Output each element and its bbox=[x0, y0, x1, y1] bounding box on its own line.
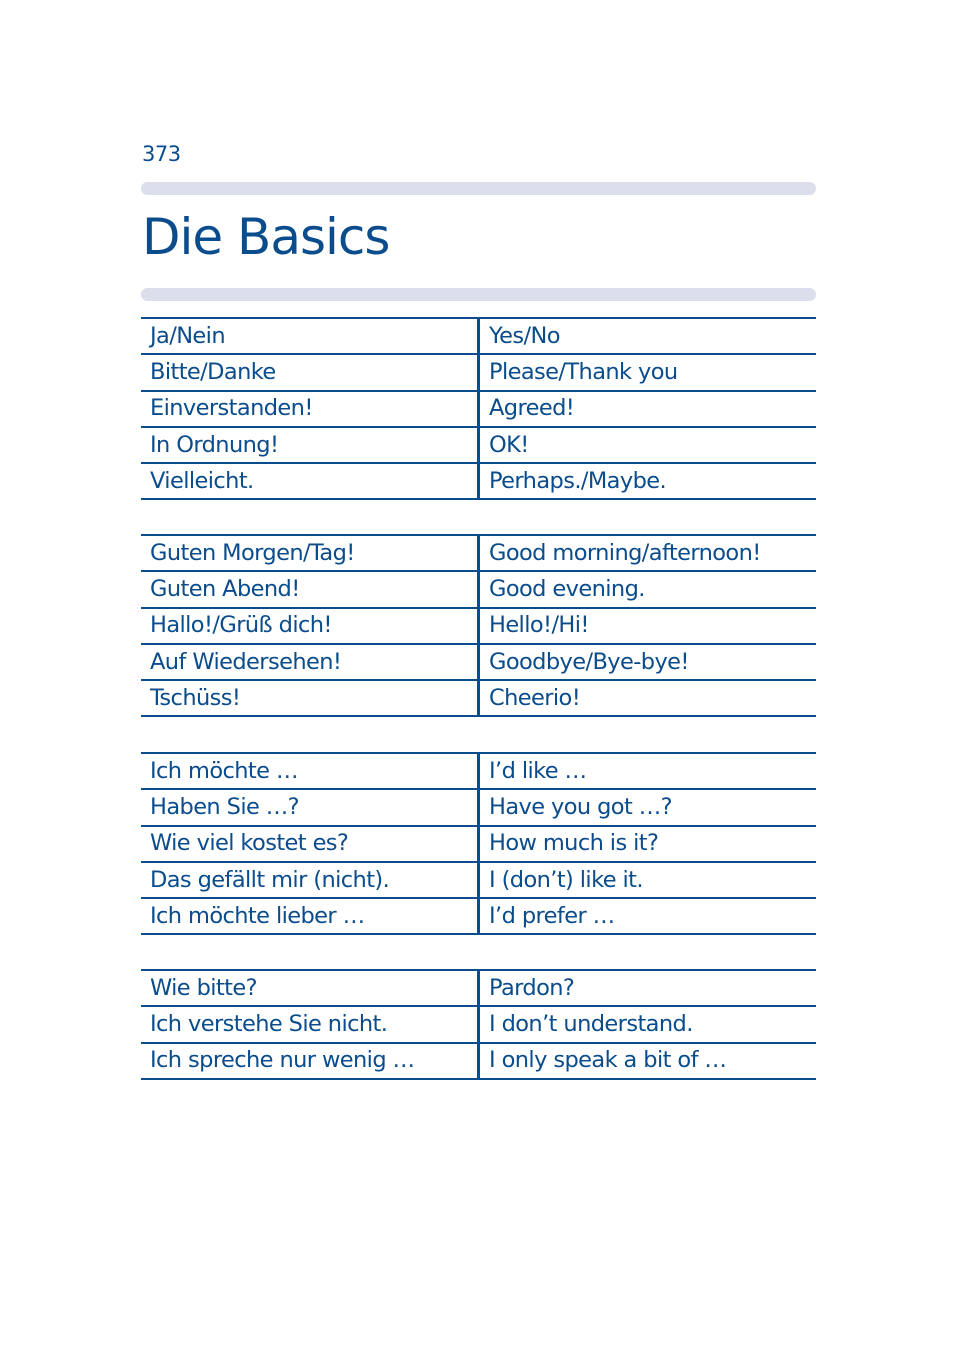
german-phrase: Ich möchte lieber … bbox=[141, 898, 479, 934]
german-phrase: Bitte/Danke bbox=[141, 354, 479, 390]
english-phrase: Hello!/Hi! bbox=[479, 608, 817, 644]
english-phrase: I’d like … bbox=[479, 753, 817, 789]
english-phrase: Have you got …? bbox=[479, 789, 817, 825]
german-phrase: Tschüss! bbox=[141, 680, 479, 716]
page-title: Die Basics bbox=[142, 208, 390, 266]
english-phrase: Yes/No bbox=[479, 318, 817, 354]
german-phrase: Guten Abend! bbox=[141, 571, 479, 607]
phrase-table bbox=[141, 969, 816, 1080]
table-row bbox=[141, 1043, 816, 1079]
table-row bbox=[141, 608, 816, 644]
english-phrase: How much is it? bbox=[479, 826, 817, 862]
english-phrase: Pardon? bbox=[479, 970, 817, 1006]
english-phrase: OK! bbox=[479, 427, 817, 463]
english-phrase: Good evening. bbox=[479, 571, 817, 607]
english-phrase: Agreed! bbox=[479, 391, 817, 427]
german-phrase: Ja/Nein bbox=[141, 318, 479, 354]
german-phrase: Das gefällt mir (nicht). bbox=[141, 862, 479, 898]
table-row bbox=[141, 644, 816, 680]
table-row bbox=[141, 789, 816, 825]
table-row bbox=[141, 427, 816, 463]
german-phrase: Wie bitte? bbox=[141, 970, 479, 1006]
table-row bbox=[141, 318, 816, 354]
german-phrase: Guten Morgen/Tag! bbox=[141, 535, 479, 571]
english-phrase: I (don’t) like it. bbox=[479, 862, 817, 898]
phrase-table bbox=[141, 317, 816, 500]
english-phrase: Please/Thank you bbox=[479, 354, 817, 390]
table-row bbox=[141, 354, 816, 390]
english-phrase: Perhaps./Maybe. bbox=[479, 463, 817, 499]
table-row bbox=[141, 680, 816, 716]
divider-bar bbox=[141, 182, 816, 195]
table-row bbox=[141, 535, 816, 571]
divider-bar bbox=[141, 288, 816, 301]
table-row bbox=[141, 753, 816, 789]
german-phrase: Vielleicht. bbox=[141, 463, 479, 499]
german-phrase: Haben Sie …? bbox=[141, 789, 479, 825]
english-phrase: Cheerio! bbox=[479, 680, 817, 716]
phrase-table bbox=[141, 534, 816, 717]
table-row bbox=[141, 1006, 816, 1042]
table-row bbox=[141, 463, 816, 499]
german-phrase: Einverstanden! bbox=[141, 391, 479, 427]
page-number: 373 bbox=[142, 142, 181, 166]
german-phrase: Hallo!/Grüß dich! bbox=[141, 608, 479, 644]
german-phrase: Ich verstehe Sie nicht. bbox=[141, 1006, 479, 1042]
table-row bbox=[141, 862, 816, 898]
table-row bbox=[141, 898, 816, 934]
german-phrase: Auf Wiedersehen! bbox=[141, 644, 479, 680]
english-phrase: Goodbye/Bye-bye! bbox=[479, 644, 817, 680]
german-phrase: Wie viel kostet es? bbox=[141, 826, 479, 862]
german-phrase: In Ordnung! bbox=[141, 427, 479, 463]
english-phrase: I only speak a bit of … bbox=[479, 1043, 817, 1079]
table-row bbox=[141, 391, 816, 427]
english-phrase: I’d prefer … bbox=[479, 898, 817, 934]
table-row bbox=[141, 970, 816, 1006]
table-row bbox=[141, 826, 816, 862]
german-phrase: Ich möchte … bbox=[141, 753, 479, 789]
english-phrase: I don’t understand. bbox=[479, 1006, 817, 1042]
table-row bbox=[141, 571, 816, 607]
phrase-table bbox=[141, 752, 816, 935]
english-phrase: Good morning/afternoon! bbox=[479, 535, 817, 571]
german-phrase: Ich spreche nur wenig … bbox=[141, 1043, 479, 1079]
